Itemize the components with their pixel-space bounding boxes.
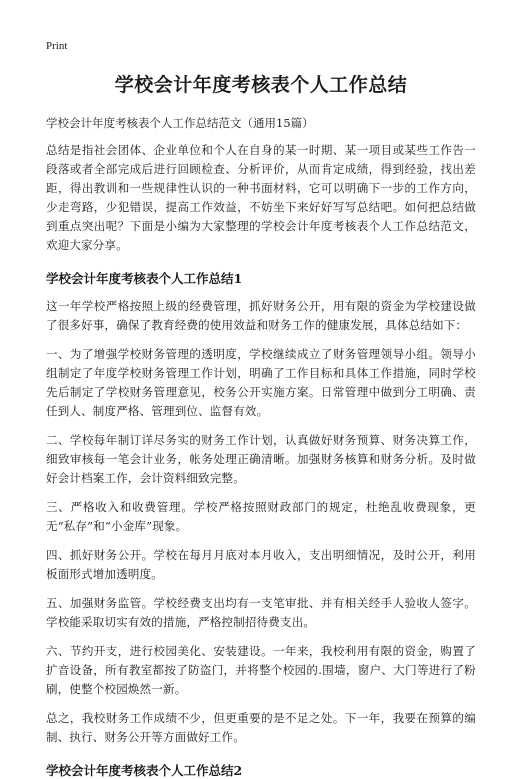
body-paragraph: 三、严格收入和收费管理。学校严格按照财政部门的规定，杜绝乱收费现象，更无“私存”和“小金库”现象。 bbox=[46, 500, 476, 533]
body-paragraph: 五、加强财务监管。学校经费支出均有一支笔审批、并有相关经手人验收人签字。学校能采取切实有效的措施，严格控制招待费支出。 bbox=[46, 596, 476, 629]
body-paragraph: 总之，我校财务工作成绩不少，但更重要的是不足之处。下一年，我要在预算的编制、执行、财务公开等方面做好工作。 bbox=[46, 711, 476, 744]
print-label[interactable]: Print bbox=[46, 40, 68, 52]
body-paragraph: 二、学校每年制订详尽务实的财务工作计划，认真做好财务预算、财务决算工作，细致审核每一笔会计业务，帐务处理正确清晰。加强财务核算和财务分析。及时做好会计档案工作，会计资料细致完整。 bbox=[46, 433, 476, 485]
body-paragraph: 六、节约开支，进行校园美化、安装建设。一年来，我校利用有限的资金，购置了扩音设备，所有教室都按了防盗门，并将整个校园的.围墙，窗户、大门等进行了粉刷，使整个校园焕然一新。 bbox=[46, 644, 476, 696]
body-paragraph: 一、为了增强学校财务管理的透明度，学校继续成立了财务管理领导小组。领导小组制定了年度学校财务管理工作计划，明确了工作目标和具体工作措施，同时学校先后制定了学校财务管理意见，校务公开实施方案。日常管理中做到分工明确、责任到人、制度严格、管理到位、监督有效。 bbox=[46, 347, 476, 418]
document-subtitle: 学校会计年度考核表个人工作总结范文（通用15篇） bbox=[46, 116, 314, 130]
intro-paragraph: 总结是指社会团体、企业单位和个人在自身的某一时期、某一项目或某些工作告一段落或者全部完成后进行回顾检查、分析评价，从而肯定成绩，得到经验，找出差距，得出教训和一些规律性认识的一种书面材料，它可以明确下一步的工作方向，少走弯路，少犯错误，提高工作效益，不妨坐下来好好写写总结吧。如何把总结做到重点突出呢？下面是小编为大家整理的学校会计年度考核表个人工作总结范文，欢迎大家分享。 bbox=[46, 143, 476, 252]
section-2-heading: 学校会计年度考核表个人工作总结2 bbox=[46, 763, 243, 778]
body-paragraph: 这一年学校严格按照上级的经费管理，抓好财务公开，用有限的资金为学校建设做了很多好事，确保了教育经费的使用效益和财务工作的健康发展，具体总结如下： bbox=[46, 299, 476, 332]
section-1-heading: 学校会计年度考核表个人工作总结1 bbox=[46, 271, 243, 286]
document-title: 学校会计年度考核表个人工作总结 bbox=[114, 74, 408, 96]
body-paragraph: 四、抓好财务公开。学校在每月月底对本月收入，支出明细情况，及时公开，利用板面形式增加透明度。 bbox=[46, 548, 476, 581]
